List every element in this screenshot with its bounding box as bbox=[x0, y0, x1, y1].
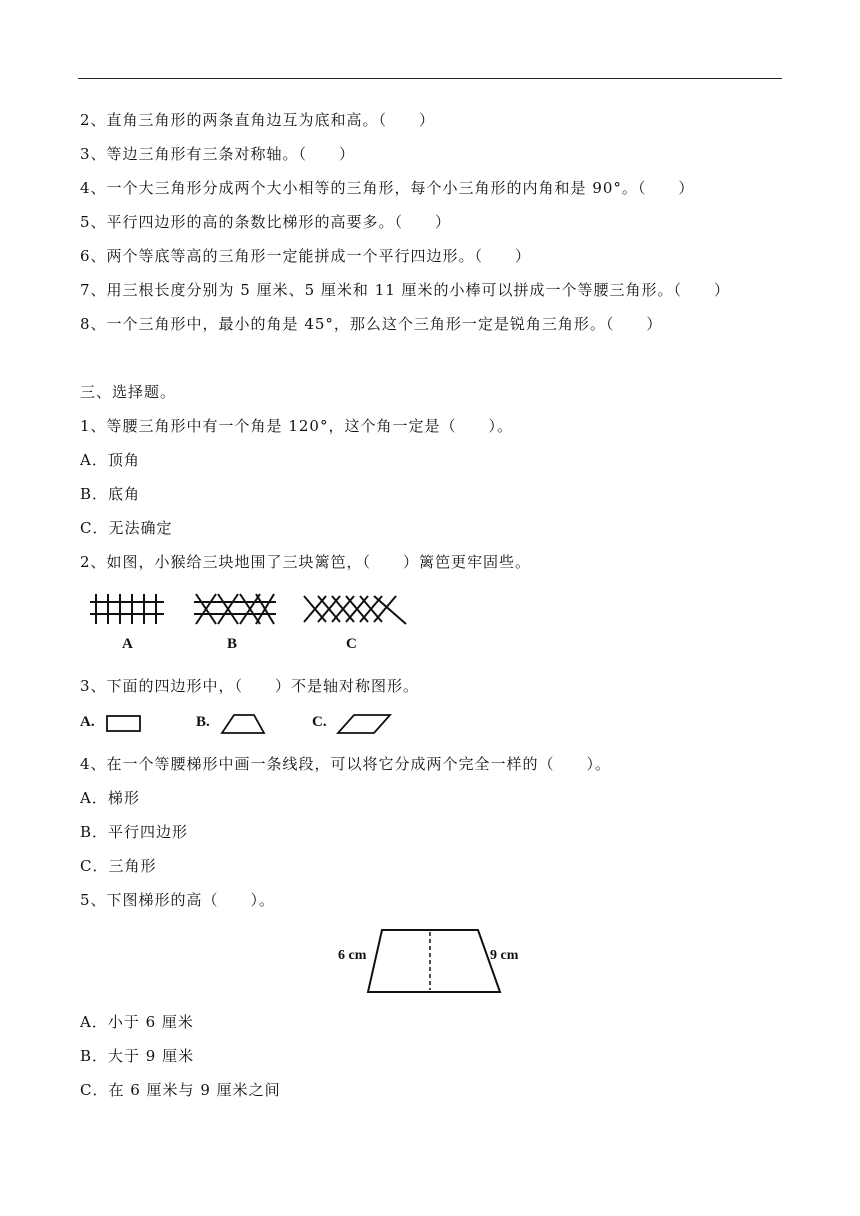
q1-stem: 1、等腰三角形中有一个角是 120°，这个角一定是（ ）。 bbox=[80, 417, 513, 435]
shape-label-c: C. bbox=[312, 714, 327, 730]
rectangle-shape bbox=[104, 713, 144, 735]
header-rule bbox=[78, 78, 782, 79]
q1-option-c: C．无法确定 bbox=[80, 519, 173, 537]
judgment-item-6: 6、两个等底等高的三角形一定能拼成一个平行四边形。（ ） bbox=[80, 247, 532, 265]
trapezoid-shape bbox=[220, 712, 268, 736]
fence-label-a: A bbox=[122, 636, 133, 652]
q5-option-c: C．在 6 厘米与 9 厘米之间 bbox=[80, 1081, 281, 1099]
judgment-item-8: 8、一个三角形中，最小的角是 45°，那么这个三角形一定是锐角三角形。（ ） bbox=[80, 315, 663, 333]
q4-stem: 4、在一个等腰梯形中画一条线段，可以将它分成两个完全一样的（ ）。 bbox=[80, 755, 612, 773]
q4-option-a: A．梯形 bbox=[80, 789, 140, 807]
shape-label-b: B. bbox=[196, 714, 210, 730]
fence-figures bbox=[86, 592, 416, 632]
q1-option-b: B．底角 bbox=[80, 485, 141, 503]
judgment-item-4: 4、一个大三角形分成两个大小相等的三角形，每个小三角形的内角和是 90°。（ ） bbox=[80, 179, 695, 197]
q4-option-c: C．三角形 bbox=[80, 857, 157, 875]
fence-cross-c bbox=[304, 596, 406, 624]
q1-option-a: A．顶角 bbox=[80, 451, 140, 469]
q5-stem: 5、下图梯形的高（ ）。 bbox=[80, 891, 276, 909]
judgment-item-5: 5、平行四边形的高的条数比梯形的高要多。（ ） bbox=[80, 213, 452, 231]
trapezoid-height-figure bbox=[360, 926, 510, 998]
trapezoid-right-label: 9 cm bbox=[490, 948, 519, 963]
q2-stem: 2、如图，小猴给三块地围了三块篱笆，（ ）篱笆更牢固些。 bbox=[80, 553, 532, 571]
parallelogram-shape bbox=[336, 712, 394, 736]
shape-label-a: A. bbox=[80, 714, 95, 730]
fence-grid-a bbox=[90, 594, 164, 624]
trapezoid-left-label: 6 cm bbox=[338, 948, 367, 963]
q5-option-b: B．大于 9 厘米 bbox=[80, 1047, 195, 1065]
judgment-item-7: 7、用三根长度分别为 5 厘米、5 厘米和 11 厘米的小棒可以拼成一个等腰三角形。（ ） bbox=[80, 281, 731, 299]
q3-stem: 3、下面的四边形中，（ ）不是轴对称图形。 bbox=[80, 677, 420, 695]
fence-triangles-b bbox=[194, 594, 276, 624]
fence-label-b: B bbox=[227, 636, 238, 652]
fence-label-c: C bbox=[346, 636, 357, 652]
q5-option-a: A．小于 6 厘米 bbox=[80, 1013, 194, 1031]
section-heading-choice: 三、选择题。 bbox=[80, 383, 177, 401]
judgment-item-3: 3、等边三角形有三条对称轴。（ ） bbox=[80, 145, 356, 163]
judgment-item-2: 2、直角三角形的两条直角边互为底和高。（ ） bbox=[80, 111, 436, 129]
q4-option-b: B．平行四边形 bbox=[80, 823, 189, 841]
